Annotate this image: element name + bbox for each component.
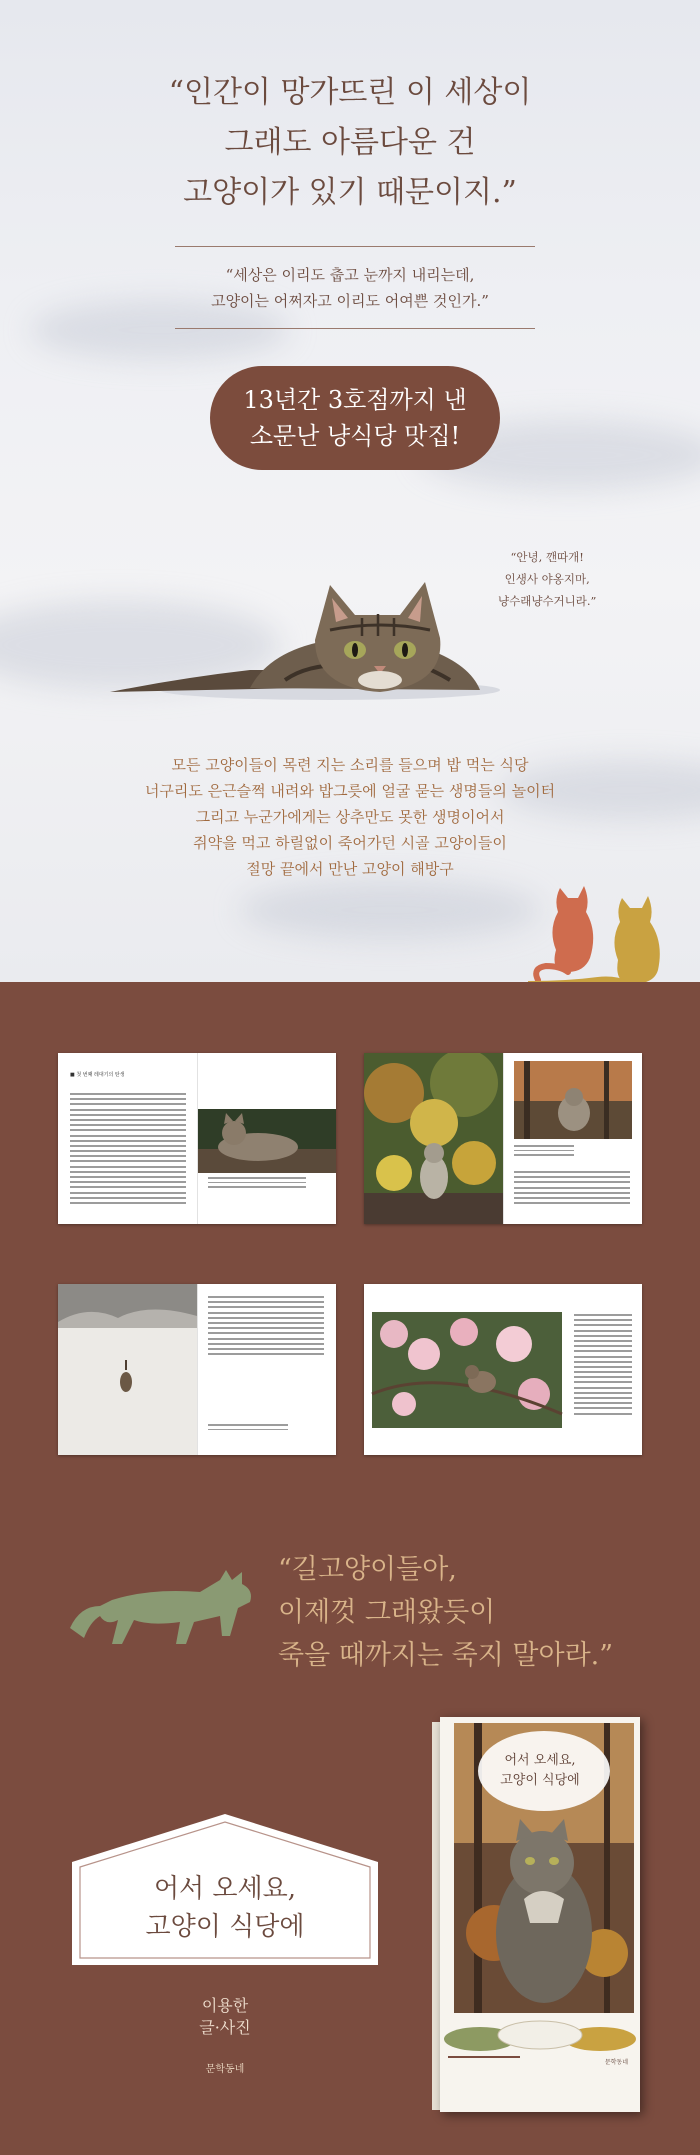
cat-speech xyxy=(498,546,596,612)
cat-silhouettes-icon xyxy=(528,880,700,982)
description-line: 그리고 누군가에게는 상추만도 못한 생명이어서 xyxy=(195,808,505,826)
book-spread-4 xyxy=(364,1284,642,1455)
book-spread-3 xyxy=(58,1284,336,1455)
tabby-cat-photo xyxy=(100,570,500,700)
highlight-pill xyxy=(210,366,500,470)
spread-photo xyxy=(58,1284,197,1455)
spread-heading: ■ 첫 번째 레대기의 탄생 xyxy=(70,1072,125,1078)
pill-line: 13년간 3호점까지 낸 xyxy=(243,386,467,414)
author-credit xyxy=(170,1995,280,2039)
divider-top xyxy=(175,246,535,247)
sub-quote-line: “세상은 이리도 춥고 눈까지 내리는데, xyxy=(225,266,475,284)
book-title-line: 고양이 식당에 xyxy=(145,1912,305,1942)
book-spread-2 xyxy=(364,1053,642,1224)
description-line: 절망 끝에서 만난 고양이 해방구 xyxy=(246,860,454,878)
divider-bottom xyxy=(175,328,535,329)
description-line: 너구리도 은근슬쩍 내려와 밥그릇에 얼굴 묻는 생명들의 놀이터 xyxy=(144,782,556,800)
cat-speech-line: 인생사 야옹지마, xyxy=(504,572,590,586)
description xyxy=(0,752,700,882)
book-title-line: 어서 오세요, xyxy=(153,1874,297,1904)
cover-title-line: 고양이 식당에 xyxy=(500,1773,580,1788)
cat-speech-line: “안녕, 깬따개! xyxy=(510,550,584,564)
spread-photo xyxy=(364,1053,503,1224)
hero-quote xyxy=(0,68,700,218)
description-line: 쥐약을 먹고 하릴없이 죽어가던 시골 고양이들이 xyxy=(193,834,507,852)
spread-photo xyxy=(514,1061,632,1139)
closing-quote-line: 이제껏 그래왔듯이 xyxy=(278,1597,496,1628)
book-title xyxy=(70,1870,380,1946)
green-cat-icon xyxy=(70,1566,270,1646)
description-line: 모든 고양이들이 목련 지는 소리를 들으며 밥 먹는 식당 xyxy=(171,756,529,774)
hero-quote-line: 그래도 아름다운 건 xyxy=(224,125,476,160)
hero-quote-line: 고양이가 있기 때문이지.” xyxy=(183,175,517,210)
closing-quote xyxy=(278,1548,613,1677)
sub-quote xyxy=(0,262,700,314)
sub-quote-line: 고양이는 어쩌자고 이리도 어여쁜 것인가.” xyxy=(211,292,489,310)
book-cover xyxy=(440,1717,640,2112)
cover-publisher: 문학동네 xyxy=(604,2059,628,2066)
author-name: 이용한 xyxy=(201,1996,249,2015)
cover-title-line: 어서 오세요, xyxy=(504,1753,576,1768)
author-role: 글·사진 xyxy=(199,2018,251,2037)
book-spread-1 xyxy=(58,1053,336,1224)
hero-snow-section xyxy=(0,0,700,982)
cover-bowls xyxy=(440,2017,640,2087)
closing-quote-line: 죽을 때까지는 죽지 말아라.” xyxy=(278,1640,614,1671)
cover-title xyxy=(440,1751,640,1791)
publisher-logo: 문학동네 xyxy=(205,2064,245,2075)
pill-line: 소문난 냥식당 맛집! xyxy=(249,422,461,450)
closing-quote-line: “길고양이들아, xyxy=(278,1554,457,1585)
spread-photo xyxy=(198,1109,336,1173)
cat-speech-line: 냥수래냥수거니라.” xyxy=(498,594,597,608)
hero-quote-line: “인간이 망가뜨린 이 세상이 xyxy=(168,75,532,110)
spread-photo xyxy=(364,1284,564,1455)
